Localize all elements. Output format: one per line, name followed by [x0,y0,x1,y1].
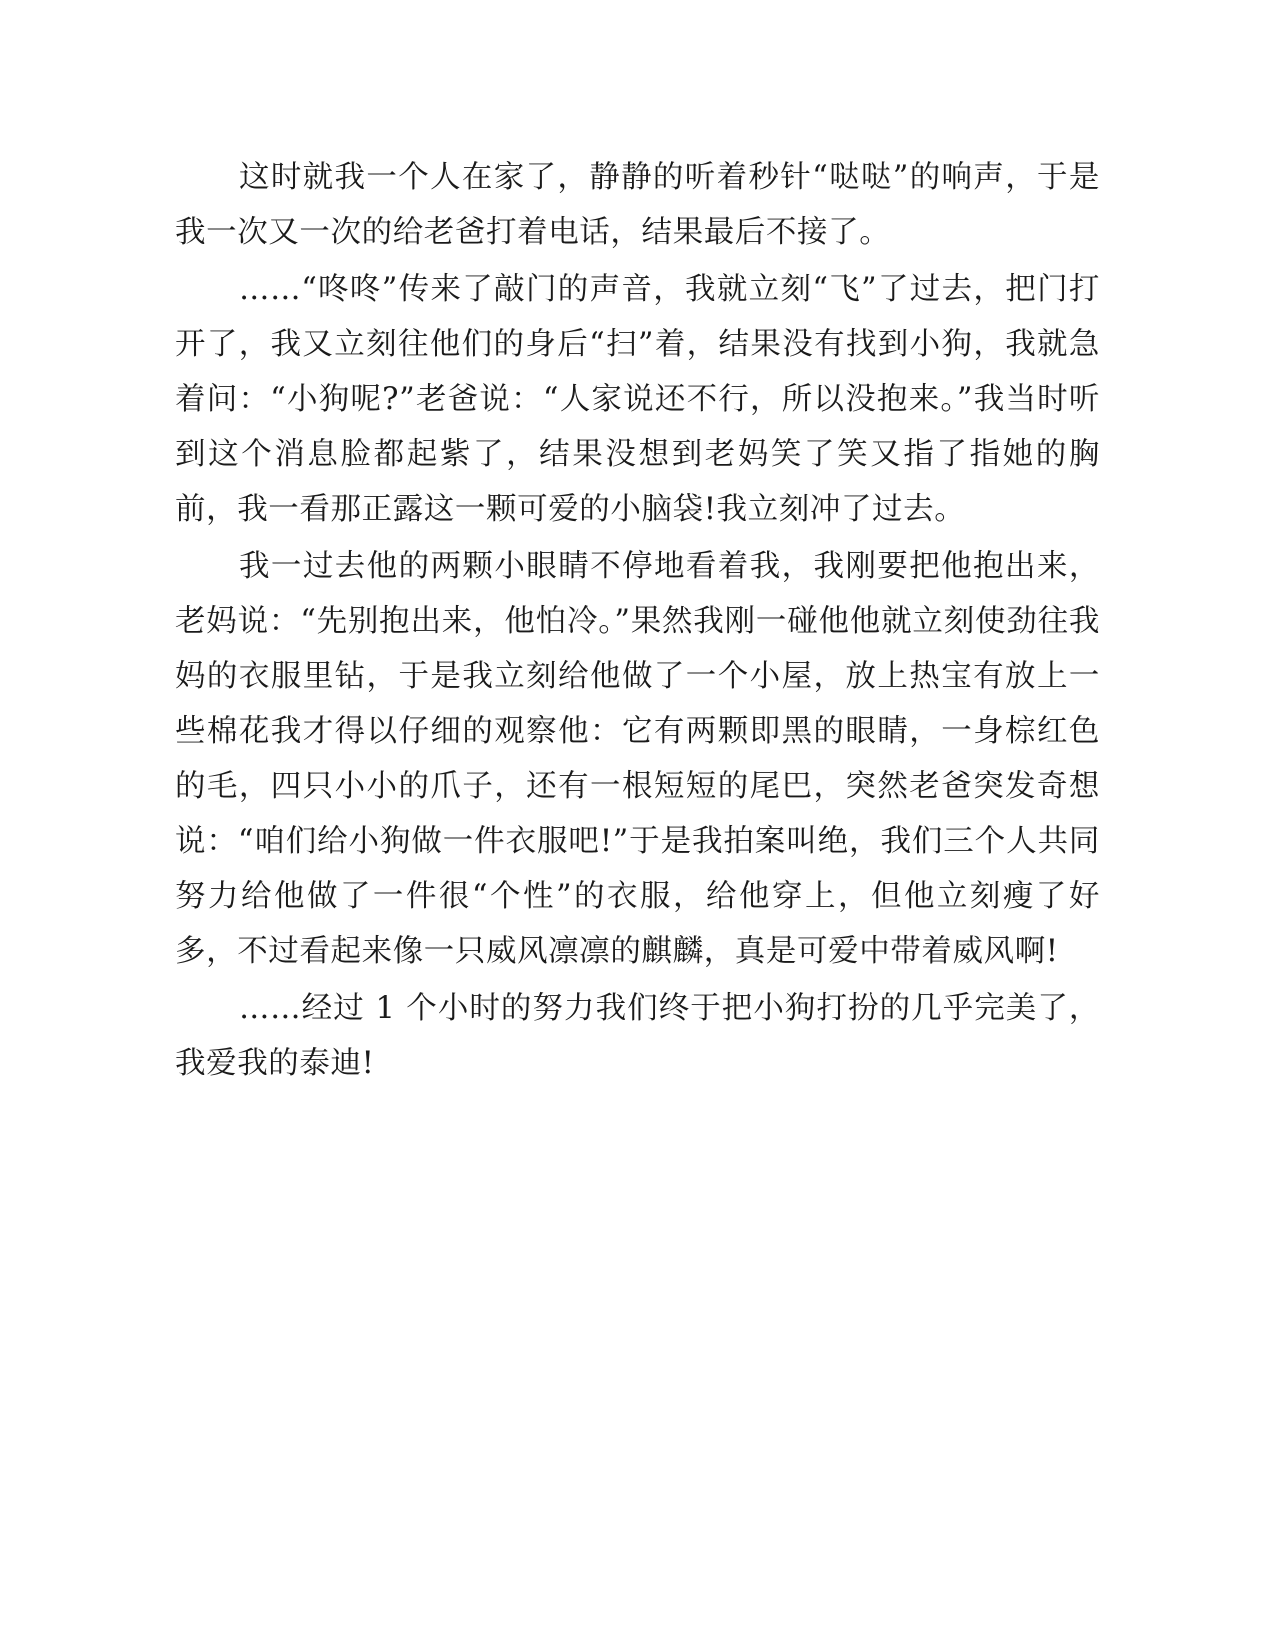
paragraph-4: ……经过 1 个小时的努力我们终于把小狗打扮的几乎完美了，我爱我的泰迪! [175,991,1100,1081]
paragraph-1: 这时就我一个人在家了，静静的听着秒针“哒哒”的响声，于是我一次又一次的给老爸打着电话，结果最后不接了。 [175,160,1100,250]
paragraph-3: 我一过去他的两颗小眼睛不停地看着我，我刚要把他抱出来，老妈说：“先别抱出来，他怕冷。”果然我刚一碰他他就立刻使劲往我妈的衣服里钻，于是我立刻给他做了一个小屋，放上热宝有放上一些棉花我才得以仔细的观察他：它有两颗即黑的眼睛，一身棕红色的毛，四只小小的爪子，还有一根短短的尾巴，突然老爸突发奇想说：“咱们给小狗做一件衣服吧!”于是我拍案叫绝，我们三个人共同努力给他做了一件很“个性”的衣服，给他穿上，但他立刻瘦了好多，不过看起来像一只威风凛凛的麒麟，真是可爱中带着威风啊! [175,549,1100,969]
document-body [175,150,1100,1091]
paragraph-2: ……“咚咚”传来了敲门的声音，我就立刻“飞”了过去，把门打开了，我又立刻往他们的身后“扫”着，结果没有找到小狗，我就急着问：“小狗呢?”老爸说：“人家说还不行，所以没抱来。”我当时听到这个消息脸都起紫了，结果没想到老妈笑了笑又指了指她的胸前，我一看那正露这一颗可爱的小脑袋!我立刻冲了过去。 [175,272,1100,527]
